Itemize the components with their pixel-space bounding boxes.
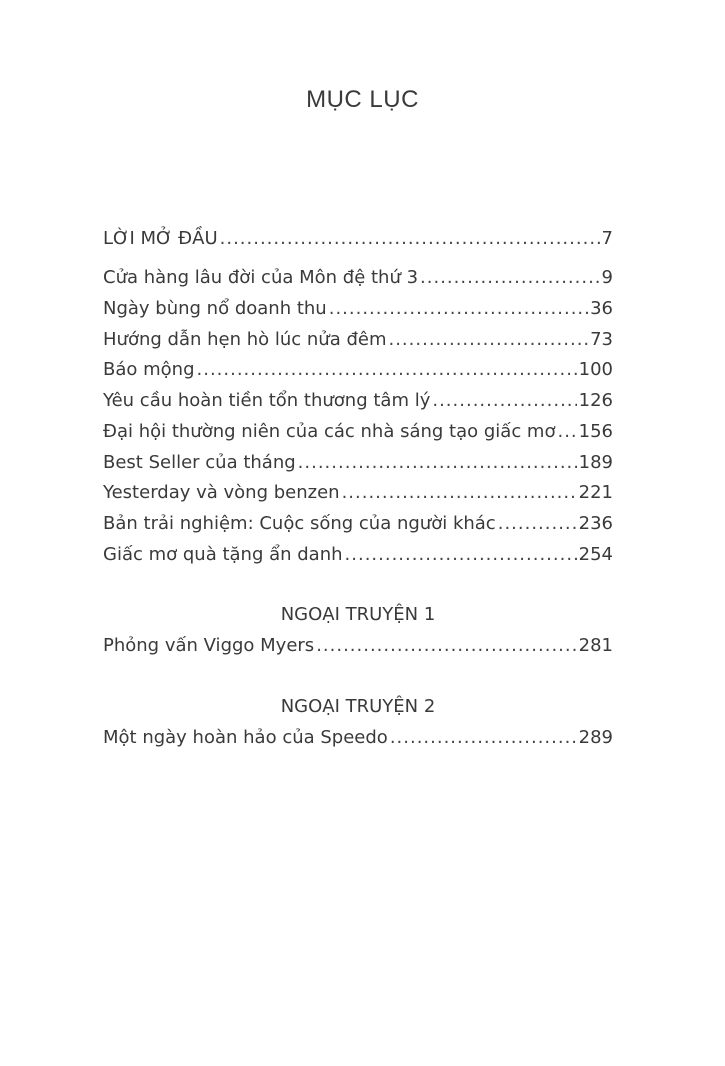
toc-entry-page: 189 [578, 452, 613, 473]
toc-entry-page: 73 [590, 329, 613, 350]
dot-leader [342, 480, 577, 506]
toc-entry-label: LỜI MỞ ĐẦU [103, 228, 218, 249]
dot-leader [557, 419, 576, 445]
toc-entry-page: 236 [578, 513, 613, 534]
toc-entry-page: 281 [578, 635, 613, 656]
toc-entry-label: Phỏng vấn Viggo Myers [103, 635, 315, 656]
toc-entry[interactable] [103, 265, 613, 291]
toc-entry-label: Một ngày hoàn hảo của Speedo [103, 727, 388, 748]
dot-leader [498, 511, 577, 537]
toc-entry-label: Giấc mơ quà tặng ẩn danh [103, 544, 343, 565]
toc-entry-label: Báo mộng [103, 359, 195, 380]
dot-leader [220, 226, 600, 252]
toc-entry-label: Yêu cầu hoàn tiền tổn thương tâm lý [103, 390, 431, 411]
toc-entry-page: 7 [601, 228, 613, 249]
toc-entry-label: Best Seller của tháng [103, 452, 296, 473]
toc-entry[interactable] [103, 511, 613, 537]
toc-entry[interactable] [103, 388, 613, 414]
toc-entry-page: 221 [578, 482, 613, 503]
toc-entry[interactable] [103, 542, 613, 568]
section-heading-extra-1: NGOẠI TRUYỆN 1 [280, 604, 436, 625]
dot-leader [329, 296, 588, 322]
toc-entry-page: 156 [578, 421, 613, 442]
dot-leader [432, 388, 576, 414]
toc-entry[interactable] [103, 480, 613, 506]
toc-entry[interactable] [103, 296, 613, 322]
toc-entry[interactable] [103, 419, 613, 445]
toc-entry-page: 289 [578, 727, 613, 748]
dot-leader [388, 327, 588, 353]
toc-entry-label: Bản trải nghiệm: Cuộc sống của người khác [103, 513, 496, 534]
dot-leader [390, 725, 577, 751]
dot-leader [197, 357, 577, 383]
toc-entry-label: Hướng dẫn hẹn hò lúc nửa đêm [103, 329, 387, 350]
toc-entry[interactable] [103, 450, 613, 476]
dot-leader [345, 542, 577, 568]
toc-entry[interactable] [103, 327, 613, 353]
toc-entry-label: Đại hội thường niên của các nhà sáng tạo giấc mơ [103, 421, 556, 442]
dot-leader [316, 633, 576, 659]
toc-entry-page: 36 [590, 298, 613, 319]
toc-entry-page: 254 [578, 544, 613, 565]
page-title: MỤC LỤC [306, 86, 419, 113]
toc-entry-page: 9 [601, 267, 613, 288]
section-heading-extra-2: NGOẠI TRUYỆN 2 [280, 696, 436, 717]
toc-entry-label: Yesterday và vòng benzen [103, 482, 340, 503]
toc-entry-page: 100 [578, 359, 613, 380]
toc-entry[interactable] [103, 357, 613, 383]
toc-entry[interactable] [103, 226, 613, 252]
toc-entry-page: 126 [578, 390, 613, 411]
toc-entry[interactable] [103, 725, 613, 751]
toc-entry-label: Ngày bùng nổ doanh thu [103, 298, 327, 319]
dot-leader [420, 265, 600, 291]
toc-entry[interactable] [103, 633, 613, 659]
toc-entry-label: Cửa hàng lâu đời của Môn đệ thứ 3 [103, 267, 419, 288]
dot-leader [298, 450, 577, 476]
